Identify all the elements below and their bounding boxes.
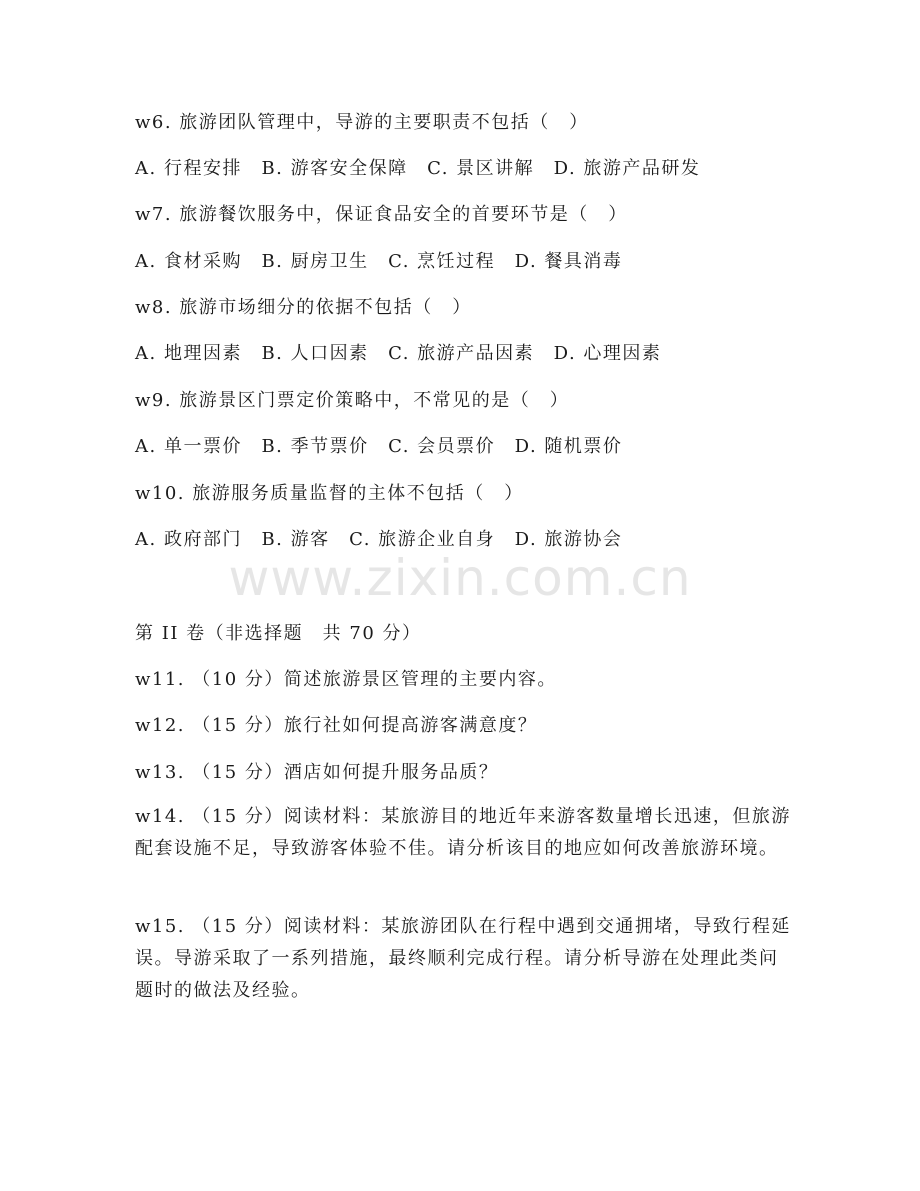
essay-w14: w14. （15 分）阅读材料：某旅游目的地近年来游客数量增长迅速，但旅游配套设施不足，导致游客体验不佳。请分析该目的地应如何改善旅游环境。 [135,806,791,859]
watermark: www.zixin.com.cn [228,549,692,607]
question-w7-stem: w7. 旅游餐饮服务中，保证食品安全的首要环节是（ ） [135,204,628,225]
essay-w13: w13. （15 分）酒店如何提升服务品质？ [135,762,499,783]
essay-w12: w12. （15 分）旅行社如何提高游客满意度？ [135,715,538,736]
question-w8-options: A. 地理因素 B. 人口因素 C. 旅游产品因素 D. 心理因素 [135,343,662,364]
essay-w15: w15. （15 分）阅读材料：某旅游团队在行程中遇到交通拥堵，导致行程延误。导游采取了一系列措施，最终顺利完成行程。请分析导游在处理此类问题时的做法及经验。 [135,916,791,1001]
essay-w11: w11. （10 分）简述旅游景区管理的主要内容。 [135,669,557,690]
question-w9-stem: w9. 旅游景区门票定价策略中，不常见的是（ ） [135,390,570,411]
question-w7-options: A. 食材采购 B. 厨房卫生 C. 烹饪过程 D. 餐具消毒 [135,251,623,272]
question-w6-stem: w6. 旅游团队管理中，导游的主要职责不包括（ ） [135,112,589,133]
section-title: 第 II 卷（非选择题 共 70 分） [135,623,422,644]
question-w10-options: A. 政府部门 B. 游客 C. 旅游企业自身 D. 旅游协会 [135,529,623,550]
question-w10-stem: w10. 旅游服务质量监督的主体不包括（ ） [135,483,524,504]
question-w8-stem: w8. 旅游市场细分的依据不包括（ ） [135,297,472,318]
question-w9-options: A. 单一票价 B. 季节票价 C. 会员票价 D. 随机票价 [135,436,623,457]
question-w6-options: A. 行程安排 B. 游客安全保障 C. 景区讲解 D. 旅游产品研发 [135,158,701,179]
